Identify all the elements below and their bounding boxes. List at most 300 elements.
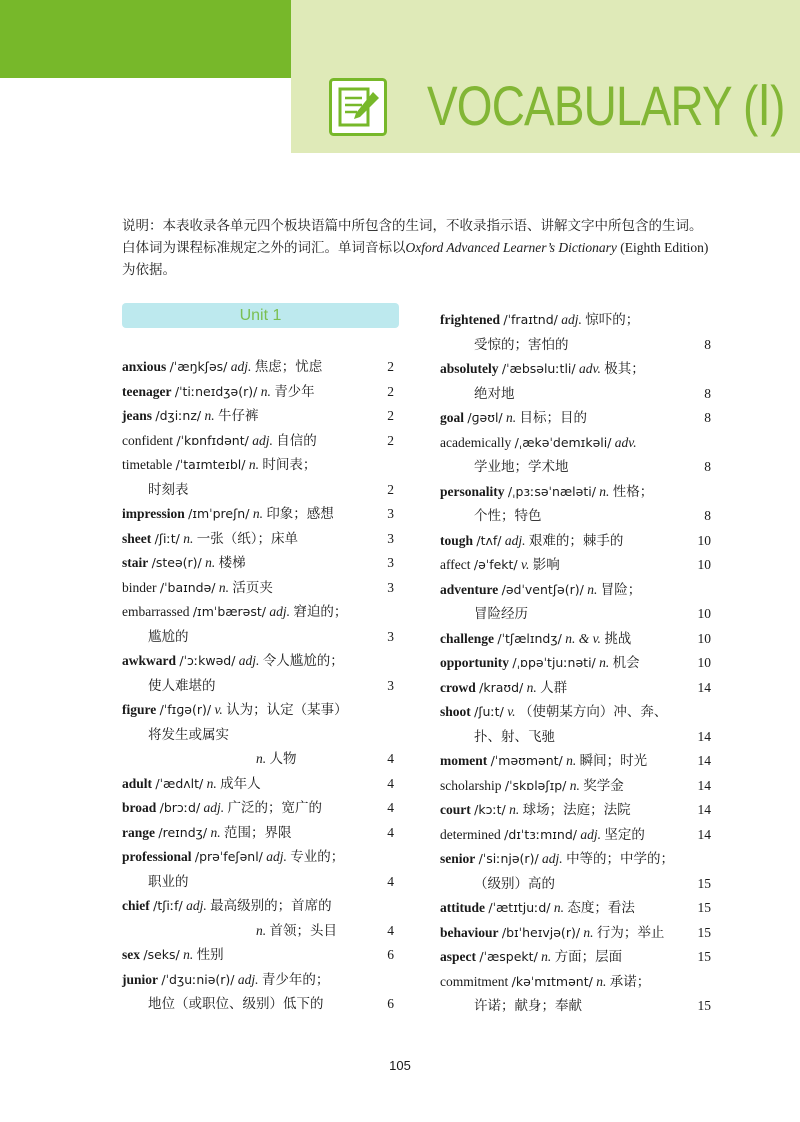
page-ref: 10 (697, 557, 711, 572)
meaning: 时间表； (262, 457, 317, 472)
part-of-speech: n. (205, 555, 216, 570)
entry-text (440, 798, 631, 823)
headword: goal (440, 410, 465, 425)
vocab-column-right (440, 308, 711, 1019)
headword: scholarship (440, 777, 502, 793)
vocab-entry (440, 651, 711, 676)
headword: frightened (440, 312, 500, 327)
meaning: 个性；特色 (474, 508, 542, 523)
part-of-speech: adj. (266, 849, 287, 864)
part-of-speech: n. (210, 824, 221, 840)
meaning: 牛仔裤 (218, 408, 259, 423)
vocab-column-left (122, 355, 394, 1017)
vocab-entry (122, 968, 394, 993)
meaning: 专业的； (290, 849, 345, 864)
phonetic: /ˈdʒuːniə(r)/ (161, 971, 235, 987)
headword: broad (122, 800, 157, 815)
phonetic: /ˈtʃælɪndʒ/ (497, 630, 562, 646)
page-ref: 2 (387, 359, 394, 374)
page-ref: 8 (704, 410, 711, 425)
entry-text (440, 651, 640, 676)
headword: senior (440, 851, 476, 866)
meaning: 令人尴尬的； (262, 653, 344, 668)
headword: sex (122, 947, 140, 962)
phonetic: /ˈædʌlt/ (155, 775, 204, 791)
part-of-speech: n. (204, 408, 215, 423)
meaning: 活页夹 (232, 579, 273, 595)
page-ref: 2 (387, 481, 394, 497)
phonetic: /dɪˈtɜːmɪnd/ (504, 826, 577, 842)
page-ref: 10 (697, 630, 711, 646)
entry-text (122, 821, 291, 846)
page-ref: 15 (697, 900, 711, 915)
vocab-entry-continuation (122, 478, 394, 503)
vocab-entry (122, 576, 394, 601)
vocab-entry (122, 796, 394, 821)
vocab-entry (440, 357, 711, 382)
page-ref: 6 (387, 947, 394, 962)
meaning: 惊吓的； (585, 312, 640, 327)
part-of-speech: n. (583, 924, 594, 940)
headword: range (122, 824, 155, 840)
headword: chief (122, 898, 150, 913)
part-of-speech: n. (587, 581, 598, 597)
page-ref: 4 (387, 775, 394, 791)
phonetic: /ʃuːt/ (474, 704, 504, 719)
entry-text (122, 502, 334, 527)
page-ref: 2 (387, 408, 394, 423)
meaning: 许诺；献身；奉献 (474, 998, 582, 1013)
phonetic: /ˈsiːnjə(r)/ (478, 851, 539, 866)
phonetic: /steə(r)/ (151, 555, 202, 570)
phonetic: /ˈməʊmənt/ (490, 753, 563, 768)
page-ref: 14 (697, 777, 711, 793)
vocab-entry (440, 480, 711, 505)
vocab-entry-continuation (440, 504, 711, 529)
entry-text (440, 308, 639, 333)
headword: embarrassed (122, 604, 190, 619)
page-number: 105 (389, 1058, 411, 1073)
vocab-entry (122, 649, 394, 674)
vocab-entry-continuation (440, 382, 711, 407)
meaning: 扑、射、飞驰 (474, 728, 555, 744)
entry-text (440, 823, 645, 848)
part-of-speech: n. (509, 802, 520, 817)
vocab-entry-continuation (122, 747, 394, 772)
part-of-speech: n. (183, 530, 194, 546)
phonetic: /ˈtaɪmteɪbl/ (175, 457, 246, 472)
note-line-2: 白体词为课程标准规定之外的词汇。单词音标以Oxford Advanced Learner’s Dictionary (Eighth Edition) (122, 240, 709, 255)
phonetic: /ˌɒpəˈtjuːnəti/ (512, 655, 596, 670)
part-of-speech: n. (248, 457, 259, 472)
entry-text (122, 796, 322, 821)
vocab-entry-continuation (440, 994, 711, 1019)
page-title: VOCABULARY (Ⅰ) (427, 74, 785, 137)
headword: tough (440, 532, 474, 548)
vocab-entry (440, 774, 711, 799)
phonetic: /ˌpɜːsəˈnæləti/ (507, 483, 596, 499)
headword: binder (122, 579, 157, 595)
meaning: 行为；举止 (596, 924, 665, 940)
meaning: 方面；层面 (554, 949, 623, 964)
part-of-speech: n. (183, 947, 194, 962)
page-ref: 8 (704, 459, 711, 474)
phonetic: /ˈfraɪtnd/ (503, 312, 558, 327)
phonetic: /kəˈmɪtmənt/ (511, 973, 593, 989)
vocab-entry (122, 698, 394, 723)
page-ref: 15 (697, 924, 711, 940)
page-ref: 15 (697, 875, 711, 891)
entry-text (440, 676, 567, 701)
meaning: 瞬间；时光 (579, 753, 648, 768)
vocab-entry (440, 896, 711, 921)
vocab-entry (122, 845, 394, 870)
headword: academically (440, 434, 512, 450)
meaning: 认为；认定（某事） (226, 702, 348, 717)
phonetic: /ɪmˈbærəst/ (192, 604, 266, 619)
part-of-speech: adj. (203, 800, 225, 815)
part-of-speech: n. (526, 679, 537, 695)
entry-text (474, 872, 555, 897)
headword: opportunity (440, 655, 510, 670)
meaning: 人群 (540, 679, 568, 695)
meaning: 成年人 (220, 775, 261, 791)
part-of-speech: v. (214, 702, 223, 717)
part-of-speech: v. (507, 704, 516, 719)
page-ref: 3 (387, 628, 394, 644)
vocab-entry-continuation (440, 872, 711, 897)
meaning: 冒险； (600, 581, 642, 597)
phonetic: /ˈætɪtjuːd/ (488, 900, 551, 915)
meaning: 受惊的；害怕的 (474, 336, 569, 352)
meaning: 性别 (196, 947, 224, 962)
entry-text (148, 870, 189, 895)
page-ref: 14 (697, 753, 711, 768)
meaning: 艰难的；棘手的 (528, 532, 624, 548)
headword: challenge (440, 630, 494, 646)
vocab-entry (440, 529, 711, 554)
page-ref: 8 (704, 508, 711, 523)
part-of-speech: n. & v. (565, 630, 601, 646)
meaning: 学业地；学术地 (474, 459, 569, 474)
entry-text (148, 674, 216, 699)
part-of-speech: n. (541, 949, 552, 964)
phonetic: /ʃiːt/ (154, 530, 180, 546)
meaning: 最高级别的；首席的 (210, 898, 332, 913)
unit-header: Unit 1 (122, 303, 399, 328)
headword: anxious (122, 359, 167, 374)
entry-text (148, 992, 324, 1017)
vocab-entry (440, 676, 711, 701)
entry-text (440, 970, 650, 995)
part-of-speech: n. (252, 506, 263, 521)
meaning: 坚定的 (604, 826, 645, 842)
meaning: 奖学金 (583, 777, 624, 793)
meaning: 挑战 (604, 630, 632, 646)
vocab-entry (122, 600, 394, 625)
meaning: 职业的 (148, 873, 189, 889)
headword: adventure (440, 581, 499, 597)
page-ref: 15 (697, 949, 711, 964)
part-of-speech: n. (569, 777, 580, 793)
meaning: 承诺； (609, 973, 651, 989)
phonetic: /ˈæspekt/ (479, 949, 538, 964)
headword: moment (440, 753, 488, 768)
headword: crowd (440, 679, 476, 695)
phonetic: /bɪˈheɪvjə(r)/ (501, 924, 581, 940)
dictionary-title: Oxford Advanced Learner’s Dictionary (405, 240, 617, 255)
vocab-entry (122, 551, 394, 576)
headword: junior (122, 971, 159, 987)
entry-text (440, 357, 645, 382)
page-ref: 14 (697, 728, 711, 744)
headword: awkward (122, 653, 177, 668)
page-ref: 8 (704, 336, 711, 352)
page-ref: 3 (387, 555, 394, 570)
vocab-entry (440, 627, 711, 652)
vocab-entry-continuation (122, 723, 394, 748)
entry-text (122, 404, 259, 429)
headword: sheet (122, 530, 152, 546)
page-ref: 6 (387, 996, 394, 1011)
entry-text (122, 894, 332, 919)
headword: impression (122, 506, 185, 521)
entry-text (474, 994, 582, 1019)
headword: affect (440, 557, 471, 572)
entry-text (122, 551, 246, 576)
headword: determined (440, 826, 501, 842)
vocab-entry (440, 749, 711, 774)
meaning: 地位（或职位、级别）低下的 (148, 996, 324, 1011)
phonetic: /ˈæŋkʃəs/ (169, 359, 228, 374)
meaning: 球场；法庭；法院 (522, 802, 631, 817)
entry-text (440, 700, 667, 725)
meaning: 极其； (604, 361, 645, 376)
meaning: 范围；界限 (223, 824, 292, 840)
entry-text (440, 578, 641, 603)
page-ref: 10 (697, 532, 711, 548)
entry-text (440, 431, 637, 456)
entry-text (440, 553, 560, 578)
page-ref: 3 (387, 579, 394, 595)
part-of-speech: n. (256, 751, 267, 766)
entry-text (440, 774, 624, 799)
page-ref: 14 (697, 679, 711, 695)
part-of-speech: adj. (580, 826, 602, 842)
entry-text (440, 480, 653, 505)
meaning: （使朝某方向）冲、奔、 (518, 704, 668, 719)
headword: confident (122, 432, 173, 448)
meaning: 人物 (269, 751, 297, 766)
page-ref: 10 (697, 606, 711, 621)
headword: timetable (122, 457, 173, 472)
meaning: 时刻表 (148, 481, 189, 497)
page-ref: 2 (387, 383, 394, 399)
headword: stair (122, 555, 149, 570)
meaning: 目标；目的 (519, 410, 588, 425)
page-ref: 15 (697, 998, 711, 1013)
meaning: 窘迫的； (293, 604, 348, 619)
meaning: 尴尬的 (148, 628, 189, 644)
phonetic: /ədˈventʃə(r)/ (501, 581, 584, 597)
headword: professional (122, 849, 192, 864)
phonetic: /əˈfekt/ (473, 557, 518, 572)
phonetic: /kɔːt/ (474, 802, 506, 817)
vocab-entry-continuation (122, 992, 394, 1017)
entry-text (474, 725, 555, 750)
part-of-speech: n. (599, 655, 610, 670)
meaning: 楼梯 (218, 555, 246, 570)
meaning: 自信的 (276, 432, 317, 448)
headword: commitment (440, 973, 509, 989)
vocab-entry (440, 406, 711, 431)
page-ref: 4 (387, 800, 394, 815)
page-ref: 3 (387, 530, 394, 546)
vocab-entry (440, 308, 711, 333)
phonetic: /ˌækəˈdemɪkəli/ (514, 434, 612, 450)
vocab-entry (122, 380, 394, 405)
part-of-speech: n. (566, 753, 577, 768)
vocab-entry (440, 553, 711, 578)
vocab-entry (440, 700, 711, 725)
meaning: 广泛的；宽广的 (227, 800, 323, 815)
page-ref: 4 (387, 824, 394, 840)
page-ref: 10 (697, 655, 711, 670)
vocab-entry (440, 578, 711, 603)
meaning: 印象；感想 (266, 506, 334, 521)
headword: figure (122, 702, 157, 717)
headword: shoot (440, 704, 471, 719)
meaning: 机会 (612, 655, 640, 670)
page-ref: 4 (387, 751, 394, 766)
entry-text (474, 602, 528, 627)
phonetic: /ˈskɒləʃɪp/ (504, 777, 567, 793)
part-of-speech: adv. (579, 361, 601, 376)
vocab-entry (122, 429, 394, 454)
vocab-entry (440, 823, 711, 848)
part-of-speech: adj. (561, 312, 582, 327)
part-of-speech: adj. (230, 359, 252, 374)
headword: teenager (122, 383, 172, 399)
part-of-speech: adj. (542, 851, 563, 866)
entry-text (122, 576, 273, 601)
part-of-speech: n. (256, 922, 267, 938)
vocab-entry (440, 431, 711, 456)
entry-text (256, 747, 297, 772)
headword: adult (122, 775, 153, 791)
phonetic: /prəˈfeʃənl/ (194, 849, 263, 864)
entry-text (440, 406, 587, 431)
entry-text (440, 921, 664, 946)
meaning: 绝对地 (474, 385, 515, 401)
part-of-speech: n. (260, 383, 271, 399)
phonetic: /ˈkɒnfɪdənt/ (176, 432, 249, 448)
notepad-pencil-icon (329, 78, 387, 136)
part-of-speech: adv. (614, 434, 637, 450)
meaning: 使人难堪的 (148, 677, 216, 693)
meaning: 性格； (612, 483, 654, 499)
page-ref: 4 (387, 922, 394, 938)
entry-text (122, 429, 317, 454)
vocab-entry (440, 921, 711, 946)
vocab-entry-continuation (440, 455, 711, 480)
part-of-speech: n. (506, 410, 517, 425)
entry-text (474, 455, 569, 480)
vocab-entry-continuation (122, 625, 394, 650)
entry-text (148, 478, 189, 503)
entry-text (440, 529, 623, 554)
part-of-speech: n. (206, 775, 217, 791)
part-of-speech: adj. (252, 432, 273, 448)
headword: attitude (440, 900, 485, 915)
headword: jeans (122, 408, 152, 423)
meaning: 中等的；中学的； (566, 851, 675, 866)
headword: behaviour (440, 924, 499, 940)
meaning: 冒险经历 (474, 606, 528, 621)
headword: aspect (440, 949, 476, 964)
meaning: （级别）高的 (474, 875, 555, 891)
entry-text (148, 625, 189, 650)
entry-text (122, 943, 224, 968)
meaning: 焦虑；忧虑 (254, 359, 323, 374)
vocab-entry-continuation (122, 674, 394, 699)
entry-text (122, 527, 298, 552)
header-green-tab (0, 0, 291, 78)
note-line-1: 说明：本表收录各单元四个板块语篇中所包含的生词，不收录指示语、讲解文字中所包含的生词。 (122, 218, 703, 233)
page-ref: 3 (387, 506, 394, 521)
vocab-entry (122, 527, 394, 552)
page-ref: 8 (704, 385, 711, 401)
meaning: 一张（纸）；床单 (196, 530, 298, 546)
part-of-speech: n. (553, 900, 564, 915)
headword: personality (440, 483, 505, 499)
vocab-entry (122, 453, 394, 478)
vocab-entry-continuation (440, 602, 711, 627)
page-ref: 14 (697, 802, 711, 817)
entry-text (122, 772, 261, 797)
phonetic: /seks/ (143, 947, 180, 962)
phonetic: /tʃiːf/ (153, 898, 183, 913)
entry-text (122, 845, 344, 870)
vocab-entry (122, 772, 394, 797)
part-of-speech: adj. (504, 532, 526, 548)
vocab-entry (440, 847, 711, 872)
meaning: 青少年 (274, 383, 315, 399)
vocab-entry (122, 821, 394, 846)
vocab-entry-continuation (440, 725, 711, 750)
entry-text (256, 919, 337, 944)
part-of-speech: adj. (238, 653, 260, 668)
vocab-entry (122, 894, 394, 919)
entry-text (148, 723, 229, 748)
entry-text (474, 382, 515, 407)
phonetic: /ˈɔːkwəd/ (179, 653, 236, 668)
phonetic: /reɪndʒ/ (158, 824, 208, 840)
intro-note (122, 215, 722, 281)
entry-text (440, 896, 635, 921)
entry-text (440, 627, 631, 652)
meaning: 将发生或属实 (148, 726, 229, 742)
meaning: 青少年的； (261, 971, 330, 987)
vocab-entry-continuation (122, 919, 394, 944)
page-ref: 14 (697, 826, 711, 842)
vocab-entry (122, 943, 394, 968)
entry-text (122, 453, 316, 478)
meaning: 态度；看法 (567, 900, 635, 915)
part-of-speech: n. (599, 483, 610, 499)
entry-text (122, 649, 344, 674)
vocab-entry-continuation (122, 870, 394, 895)
